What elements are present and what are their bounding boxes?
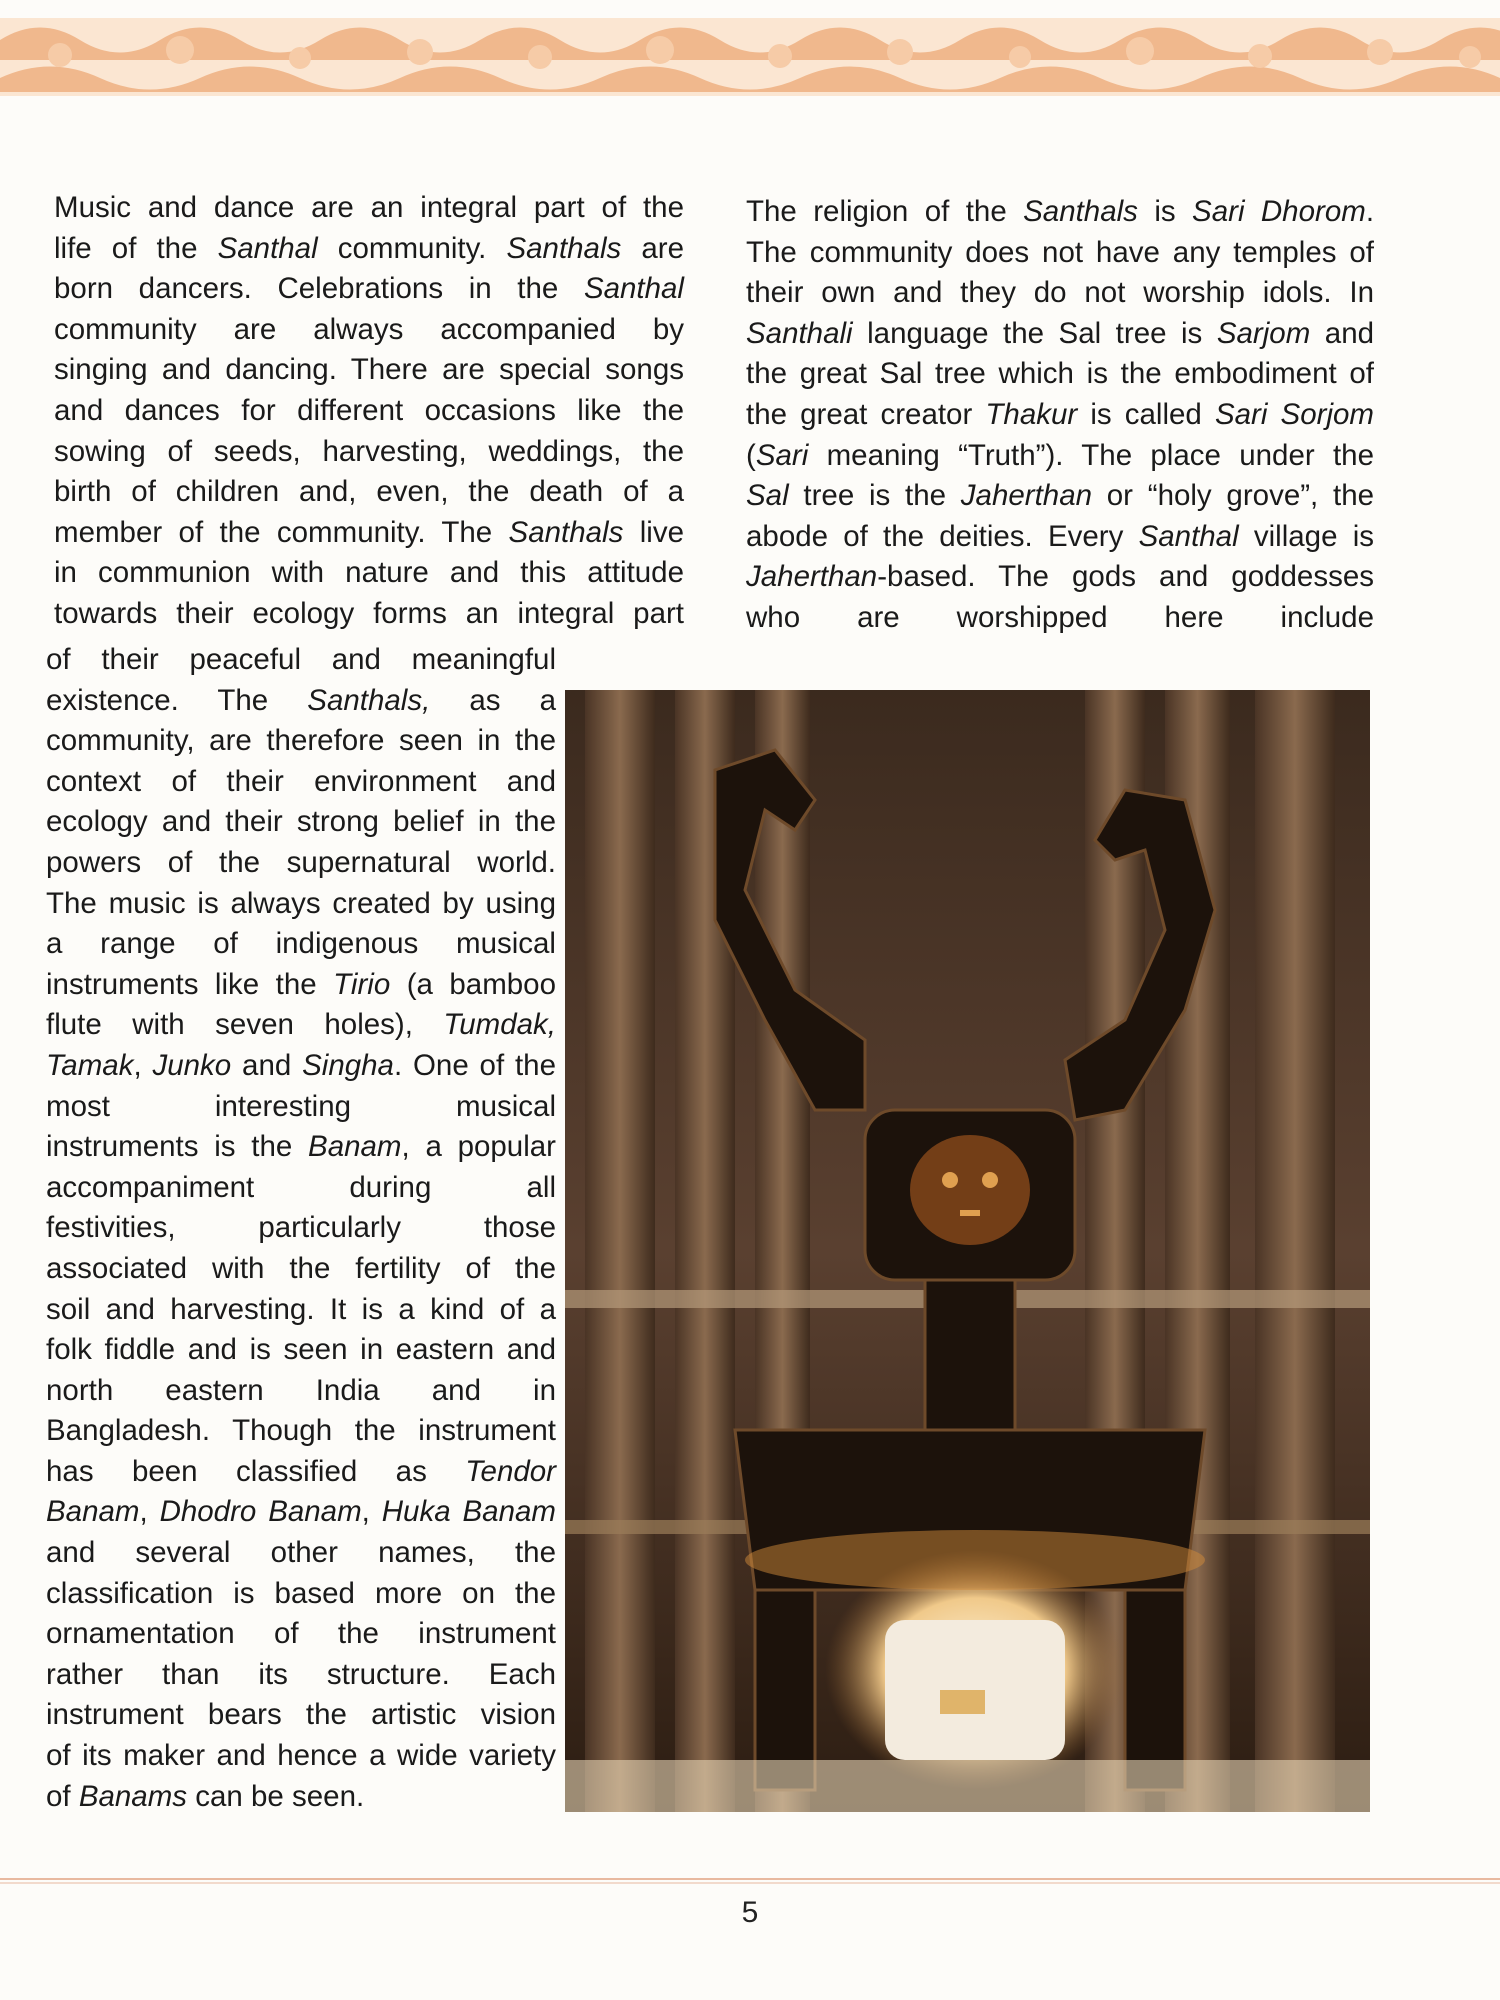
text-line: associated with the fertility of the [46, 1251, 556, 1285]
text-line: most interesting musical [46, 1089, 556, 1123]
text-line: member of the community. The Santhals live [54, 515, 684, 549]
text-line: Bangladesh. Though the instrument [46, 1414, 556, 1448]
text-line: who are worshipped here include [746, 600, 1374, 634]
text-line: Santhali language the Sal tree is Sarjom and [746, 316, 1375, 350]
text-line: The music is always created by using [46, 886, 556, 920]
right-column [746, 192, 1374, 639]
text-line: powers of the supernatural world. [46, 845, 556, 879]
text-line: instruments is the Banam, a popular [46, 1130, 556, 1164]
text-line: birth of children and, even, the death of a [54, 475, 684, 509]
text-line: Jaherthan-based. The gods and goddesses [746, 560, 1374, 594]
text-line: community, are therefore seen in the [46, 724, 556, 758]
text-line: The religion of the Santhals is Sari Dhorom. [746, 195, 1375, 228]
text-line: Music and dance are an integral part of the [54, 191, 684, 224]
text-line: instruments like the Tirio (a bamboo [46, 967, 556, 1001]
text-line: singing and dancing. There are special songs [54, 353, 684, 387]
text-line: flute with seven holes), Tumdak, [46, 1008, 556, 1042]
text-line: the great creator Thakur is called Sari Sorjom [746, 397, 1374, 431]
text-line: Sal tree is the Jaherthan or “holy grove”, the [746, 479, 1375, 513]
text-line: instrument bears the artistic vision [46, 1698, 556, 1732]
text-line: in communion with nature and this attitude [54, 556, 684, 590]
text-line: and several other names, the [46, 1536, 556, 1570]
text-line: context of their environment and [46, 764, 556, 798]
left-column-top [54, 188, 684, 635]
text-line: The community does not have any temples of [746, 235, 1374, 269]
text-line: community are always accompanied by [54, 312, 684, 346]
text-line: Banam, Dhodro Banam, Huka Banam [46, 1495, 556, 1529]
text-line: Tamak, Junko and Singha. One of the [46, 1048, 556, 1082]
text-line: classification is based more on the [46, 1576, 556, 1610]
text-line: of its maker and hence a wide variety [46, 1739, 556, 1773]
text-line: accompaniment during all [46, 1170, 556, 1204]
text-line: has been classified as Tendor [46, 1454, 556, 1488]
left-column-wrap [46, 640, 556, 1817]
bottom-rule [0, 1872, 1500, 1880]
decorative-border-top [0, 0, 1500, 108]
text-line: born dancers. Celebrations in the Santhal [54, 272, 684, 306]
text-line: of Banams can be seen. [46, 1779, 365, 1813]
text-line: of their peaceful and meaningful [46, 643, 556, 676]
text-line: ornamentation of the instrument [46, 1617, 556, 1651]
text-line: abode of the deities. Every Santhal village is [746, 519, 1374, 553]
text-line: folk fiddle and is seen in eastern and [46, 1333, 556, 1367]
text-line: existence. The Santhals, as a [46, 683, 556, 717]
text-line: and dances for different occasions like the [54, 393, 684, 427]
text-line: towards their ecology forms an integral part [54, 596, 684, 630]
text-line: festivities, particularly those [46, 1211, 556, 1245]
text-line: a range of indigenous musical [46, 927, 556, 961]
text-line: soil and harvesting. It is a kind of a [46, 1292, 556, 1326]
text-line: the great Sal tree which is the embodiment of [746, 357, 1374, 391]
text-line: life of the Santhal community. Santhals are [54, 231, 684, 265]
text-line: ecology and their strong belief in the [46, 805, 556, 839]
text-line: their own and they do not worship idols. In [746, 276, 1374, 310]
page-number: 5 [741, 1896, 759, 1929]
carved-wooden-figure-photo [565, 690, 1370, 1812]
text-line: north eastern India and in [46, 1373, 556, 1407]
text-line: sowing of seeds, harvesting, weddings, the [54, 434, 684, 468]
text-line: rather than its structure. Each [46, 1657, 556, 1691]
text-line: (Sari meaning “Truth”). The place under the [746, 438, 1374, 472]
